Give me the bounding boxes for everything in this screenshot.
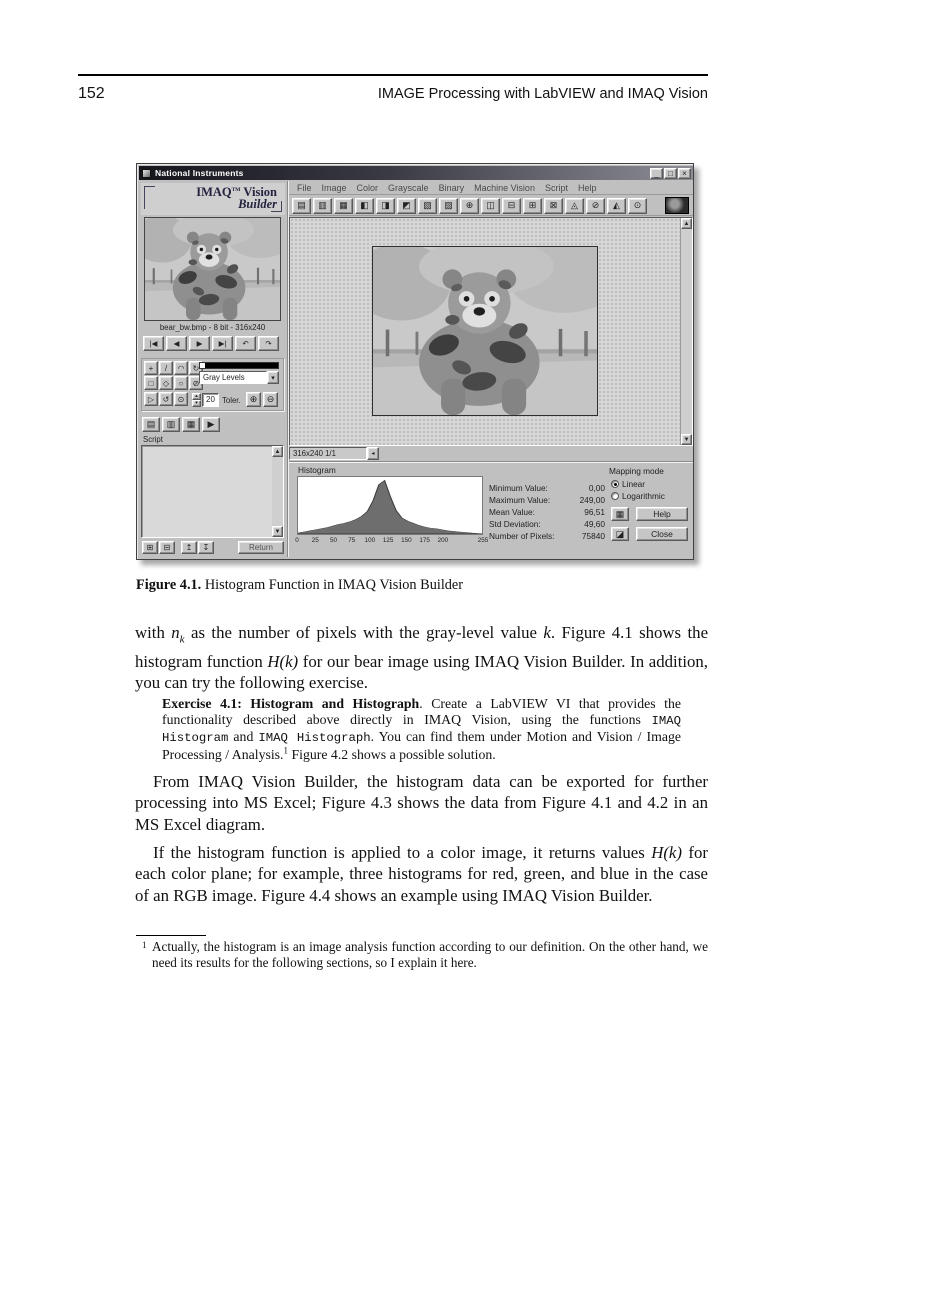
hist-tick-label: 125: [382, 537, 394, 544]
oval-tool-icon[interactable]: ○: [174, 376, 188, 390]
selection-tool-icon[interactable]: +: [144, 361, 158, 375]
histogram-icon[interactable]: ▧: [418, 198, 437, 214]
figure-caption-text: Histogram Function in IMAQ Vision Builder: [201, 577, 464, 593]
roi-toolbox: [141, 358, 284, 411]
paragraph-2: From IMAQ Vision Builder, the histogram data can be exported for further processing into MS Excel; Figure 4.3 shows the data from Figure 4.1 and 4.2 in an MS Excel diagram.: [135, 772, 708, 834]
p3-text: If the histogram function is applied to a color image, it returns values: [153, 843, 652, 862]
exercise-text: . You can find them under Motion and Vision / Image Processing / Analysis.: [162, 729, 681, 763]
stat-row: [489, 508, 605, 517]
hist-tick-label: 150: [401, 537, 412, 544]
menu-bar: [289, 181, 693, 195]
stat-value: 96,51: [584, 507, 605, 517]
hist-tick-label: 0: [295, 537, 299, 544]
exercise-text: . Create a LabVIEW VI that provides the functionality described above directly in IMAQ Vision, using the functions: [162, 696, 681, 727]
code-imaq-histogram: IMAQ Histogram: [162, 713, 681, 746]
footnote-text: Actually, the histogram is an image analysis function according to our definition. On the other hand, we need its results for the following sections, so I explain it here.: [152, 939, 708, 970]
footnote: [136, 939, 708, 971]
morphology-icon[interactable]: ⊞: [523, 198, 542, 214]
header-rule: [78, 74, 708, 76]
hist-tick-label: 200: [437, 537, 449, 544]
print-icon[interactable]: ▦: [334, 198, 353, 214]
redo-button[interactable]: ↷: [258, 336, 279, 351]
line-tool-icon[interactable]: /: [159, 361, 173, 375]
window-controls: [650, 168, 691, 179]
open-script-icon[interactable]: ▥: [162, 417, 180, 432]
page-number: 152: [78, 85, 105, 102]
magic-wand-tool-icon[interactable]: ⊙: [174, 392, 188, 406]
scroll-up-icon[interactable]: ▲: [681, 218, 692, 229]
gray-level-strip[interactable]: [199, 362, 279, 369]
rotate-left-tool-icon[interactable]: ↺: [159, 392, 173, 406]
tolerance-label: Toler.: [222, 396, 241, 405]
running-head: [78, 85, 708, 103]
stat-row: [489, 484, 605, 493]
last-frame-button[interactable]: ▶|: [212, 336, 233, 351]
scroll-down-icon[interactable]: ▼: [681, 434, 692, 445]
stat-label: Number of Pixels:: [489, 531, 555, 541]
status-bar: [289, 447, 693, 460]
image-workspace[interactable]: [289, 217, 693, 446]
tolerance-spinner: [192, 393, 201, 407]
scroll-up-icon[interactable]: ▲: [272, 446, 283, 457]
histogram-panel: [289, 461, 693, 559]
scroll-down-icon[interactable]: ▼: [272, 526, 283, 537]
paragraph-1: [135, 622, 708, 694]
mapping-mode-label: Mapping mode: [609, 466, 664, 476]
stat-value: 0,00: [588, 483, 605, 493]
footnote-reference: 1: [283, 745, 288, 756]
toolbox-row-3: [144, 392, 188, 406]
footnote-rule: [136, 935, 206, 936]
histogram-chart: [297, 476, 483, 535]
spinner-down-icon[interactable]: ▾: [192, 400, 201, 407]
histogram-note-icon[interactable]: ◪: [611, 527, 629, 541]
save-script-icon[interactable]: ▦: [182, 417, 200, 432]
script-step-up-icon[interactable]: ↥: [181, 541, 197, 554]
hist-tick-label: 175: [419, 537, 430, 544]
logo-builder: Builder: [238, 197, 277, 211]
image-size-status: 316x240 1/1: [289, 447, 367, 460]
math-Hk: H(k): [267, 651, 299, 671]
new-script-icon[interactable]: ▤: [142, 417, 160, 432]
menu-machine-vision[interactable]: Machine Vision: [474, 182, 535, 193]
main-image-frame[interactable]: [372, 246, 598, 416]
gray-levels-combo[interactable]: [199, 371, 279, 384]
radio-unselected-icon[interactable]: [611, 492, 619, 500]
polygon-tool-icon[interactable]: ◇: [159, 376, 173, 390]
exercise-text: and: [228, 729, 259, 745]
frame-navigation: [143, 336, 279, 351]
zoom-out-icon[interactable]: ⊖: [263, 392, 278, 407]
stat-value: 49,60: [584, 519, 605, 529]
cut-icon[interactable]: ◧: [355, 198, 374, 214]
gray-levels-value: Gray Levels: [199, 371, 267, 384]
rectangle-tool-icon[interactable]: □: [144, 376, 158, 390]
script-step-add-icon[interactable]: ⊞: [142, 541, 158, 554]
hist-tick-label: 25: [311, 537, 319, 544]
radio-linear[interactable]: [611, 479, 645, 489]
bear-image-thumbnail: [145, 218, 280, 320]
hist-tick-label: 50: [329, 537, 337, 544]
next-frame-button[interactable]: ▶: [189, 336, 210, 351]
spinner-up-icon[interactable]: ▴: [192, 393, 201, 400]
stat-label: Mean Value:: [489, 507, 535, 517]
script-list[interactable]: [141, 445, 284, 538]
histogram-statistics: [489, 484, 605, 541]
chevron-down-icon[interactable]: ▾: [267, 371, 279, 384]
menu-image[interactable]: Image: [321, 182, 347, 193]
paragraph-3: [135, 842, 708, 906]
minimize-button[interactable]: _: [650, 168, 663, 179]
thumbnail-caption: bear_bw.bmp - 8 bit - 316x240: [159, 323, 266, 332]
window-icon: [142, 169, 151, 178]
script-label: Script: [143, 435, 163, 444]
menu-binary[interactable]: Binary: [438, 182, 465, 193]
histogram-plot: [298, 477, 482, 534]
prev-frame-button[interactable]: ◀: [166, 336, 187, 351]
line-profile-icon[interactable]: ▨: [439, 198, 458, 214]
menu-color[interactable]: Color: [356, 182, 379, 193]
undo-button[interactable]: ↶: [235, 336, 256, 351]
zoom-tool-icon[interactable]: ⊕: [460, 198, 479, 214]
exercise-text: Figure 4.2 shows a possible solution.: [288, 747, 496, 763]
run-script-icon[interactable]: ▶: [202, 417, 220, 432]
menu-script[interactable]: Script: [544, 182, 568, 193]
save-image-icon[interactable]: ▥: [313, 198, 332, 214]
workspace-scrollbar[interactable]: [680, 218, 692, 445]
bear-image: [373, 247, 597, 415]
return-button[interactable]: Return: [238, 541, 284, 554]
ni-eagle-logo-icon: [665, 197, 689, 214]
main-toolbar: [289, 196, 693, 216]
script-toolbar: [142, 417, 220, 432]
caliper-icon[interactable]: ⊘: [586, 198, 605, 214]
tolerance-value[interactable]: 20: [202, 393, 219, 407]
script-scrollbar[interactable]: [272, 446, 283, 537]
paste-icon[interactable]: ◩: [397, 198, 416, 214]
stat-row: [489, 496, 605, 505]
window-title: National Instruments: [155, 168, 244, 178]
histogram-axis-ticks: [295, 537, 489, 545]
p1-text: for our bear image using IMAQ Vision Builder. In addition, you can try the following exercise.: [135, 651, 708, 693]
stat-label: Maximum Value:: [489, 495, 551, 505]
figure-caption-label: Figure 4.1.: [136, 577, 202, 593]
open-image-icon[interactable]: ▤: [292, 198, 311, 214]
exercise-block: [162, 696, 681, 763]
annulus-tool-icon[interactable]: ⊘: [189, 376, 203, 390]
stat-value: 249,00: [579, 495, 605, 505]
close-button[interactable]: Close: [636, 527, 688, 541]
p1-text: . Figure 4.1 shows the histogram function: [135, 623, 709, 671]
title-bar[interactable]: [139, 166, 693, 180]
p1-text: as the number of pixels with the gray-level value: [184, 623, 544, 642]
image-thumbnail[interactable]: [144, 217, 281, 321]
footnote-marker: 1: [142, 940, 147, 950]
particle-analysis-icon[interactable]: ⊠: [544, 198, 563, 214]
script-step-down-icon[interactable]: ↧: [198, 541, 214, 554]
freehand-tool-icon[interactable]: ▷: [144, 392, 158, 406]
script-tool-icon[interactable]: ◭: [607, 198, 626, 214]
logo-tm: TM: [231, 186, 241, 193]
radio-logarithmic-label: Logarithmic: [622, 491, 665, 501]
p3-text: for each color plane; for example, three histograms for red, green, and blue in the case of an RGB image. Figure 4.4 shows an example using IMAQ Vision Builder.: [135, 843, 708, 905]
hist-tick-label: 255: [477, 537, 489, 544]
exercise-title: Exercise 4.1: Histogram and Histograph: [162, 696, 420, 711]
running-header-title: IMAGE Processing with LabVIEW and IMAQ Vision: [377, 86, 708, 102]
stat-row: [489, 520, 605, 529]
imaq-vision-builder-logo: [141, 183, 285, 215]
hist-tick-label: 75: [348, 537, 356, 544]
stat-row: [489, 532, 605, 541]
toolbox-row-2: [144, 376, 203, 390]
help-button[interactable]: Help: [636, 507, 688, 521]
radio-linear-label: Linear: [622, 479, 646, 489]
radio-logarithmic[interactable]: [611, 491, 665, 501]
status-divider-button[interactable]: ◂: [367, 447, 379, 460]
help-tool-icon[interactable]: ⊙: [628, 198, 647, 214]
figure-caption: [136, 577, 463, 594]
zoom-buttons: [246, 392, 278, 407]
radio-selected-icon[interactable]: [611, 480, 619, 488]
measure-icon[interactable]: ◬: [565, 198, 584, 214]
menu-grayscale[interactable]: Grayscale: [388, 182, 429, 193]
logo-imaq: IMAQ: [196, 185, 232, 199]
script-step-remove-icon[interactable]: ⊟: [159, 541, 175, 554]
math-Hk: H(k): [651, 843, 682, 862]
stat-value: 75840: [581, 531, 605, 541]
maximize-button[interactable]: □: [664, 168, 677, 179]
menu-help[interactable]: Help: [577, 182, 597, 193]
script-buttons-row: [141, 541, 284, 555]
copy-icon[interactable]: ◨: [376, 198, 395, 214]
math-k: k: [543, 623, 551, 642]
histogram-title: Histogram: [298, 465, 336, 475]
close-button[interactable]: ×: [678, 168, 691, 179]
toolbox-row-1: [144, 361, 203, 375]
rotate-tool-icon[interactable]: ↻: [189, 361, 203, 375]
stat-label: Minimum Value:: [489, 483, 548, 493]
logo-vision: Vision: [240, 185, 277, 199]
hist-tick-label: 100: [364, 537, 376, 544]
threshold-icon[interactable]: ⊟: [502, 198, 521, 214]
p1-text: with: [135, 623, 172, 642]
histogram-table-icon[interactable]: ▦: [611, 507, 629, 521]
menu-file[interactable]: File: [297, 182, 312, 193]
first-frame-button[interactable]: |◀: [143, 336, 164, 351]
zoom-in-icon[interactable]: ⊕: [246, 392, 261, 407]
toolbar-icons: [292, 198, 647, 214]
code-imaq-histograph: IMAQ Histograph: [258, 731, 371, 746]
arc-tool-icon[interactable]: ◠: [174, 361, 188, 375]
color-palette-icon[interactable]: ◫: [481, 198, 500, 214]
stat-label: Std Deviation:: [489, 519, 541, 529]
imaq-vision-builder-window: [136, 163, 694, 560]
math-n: $n_k$: [171, 623, 185, 646]
